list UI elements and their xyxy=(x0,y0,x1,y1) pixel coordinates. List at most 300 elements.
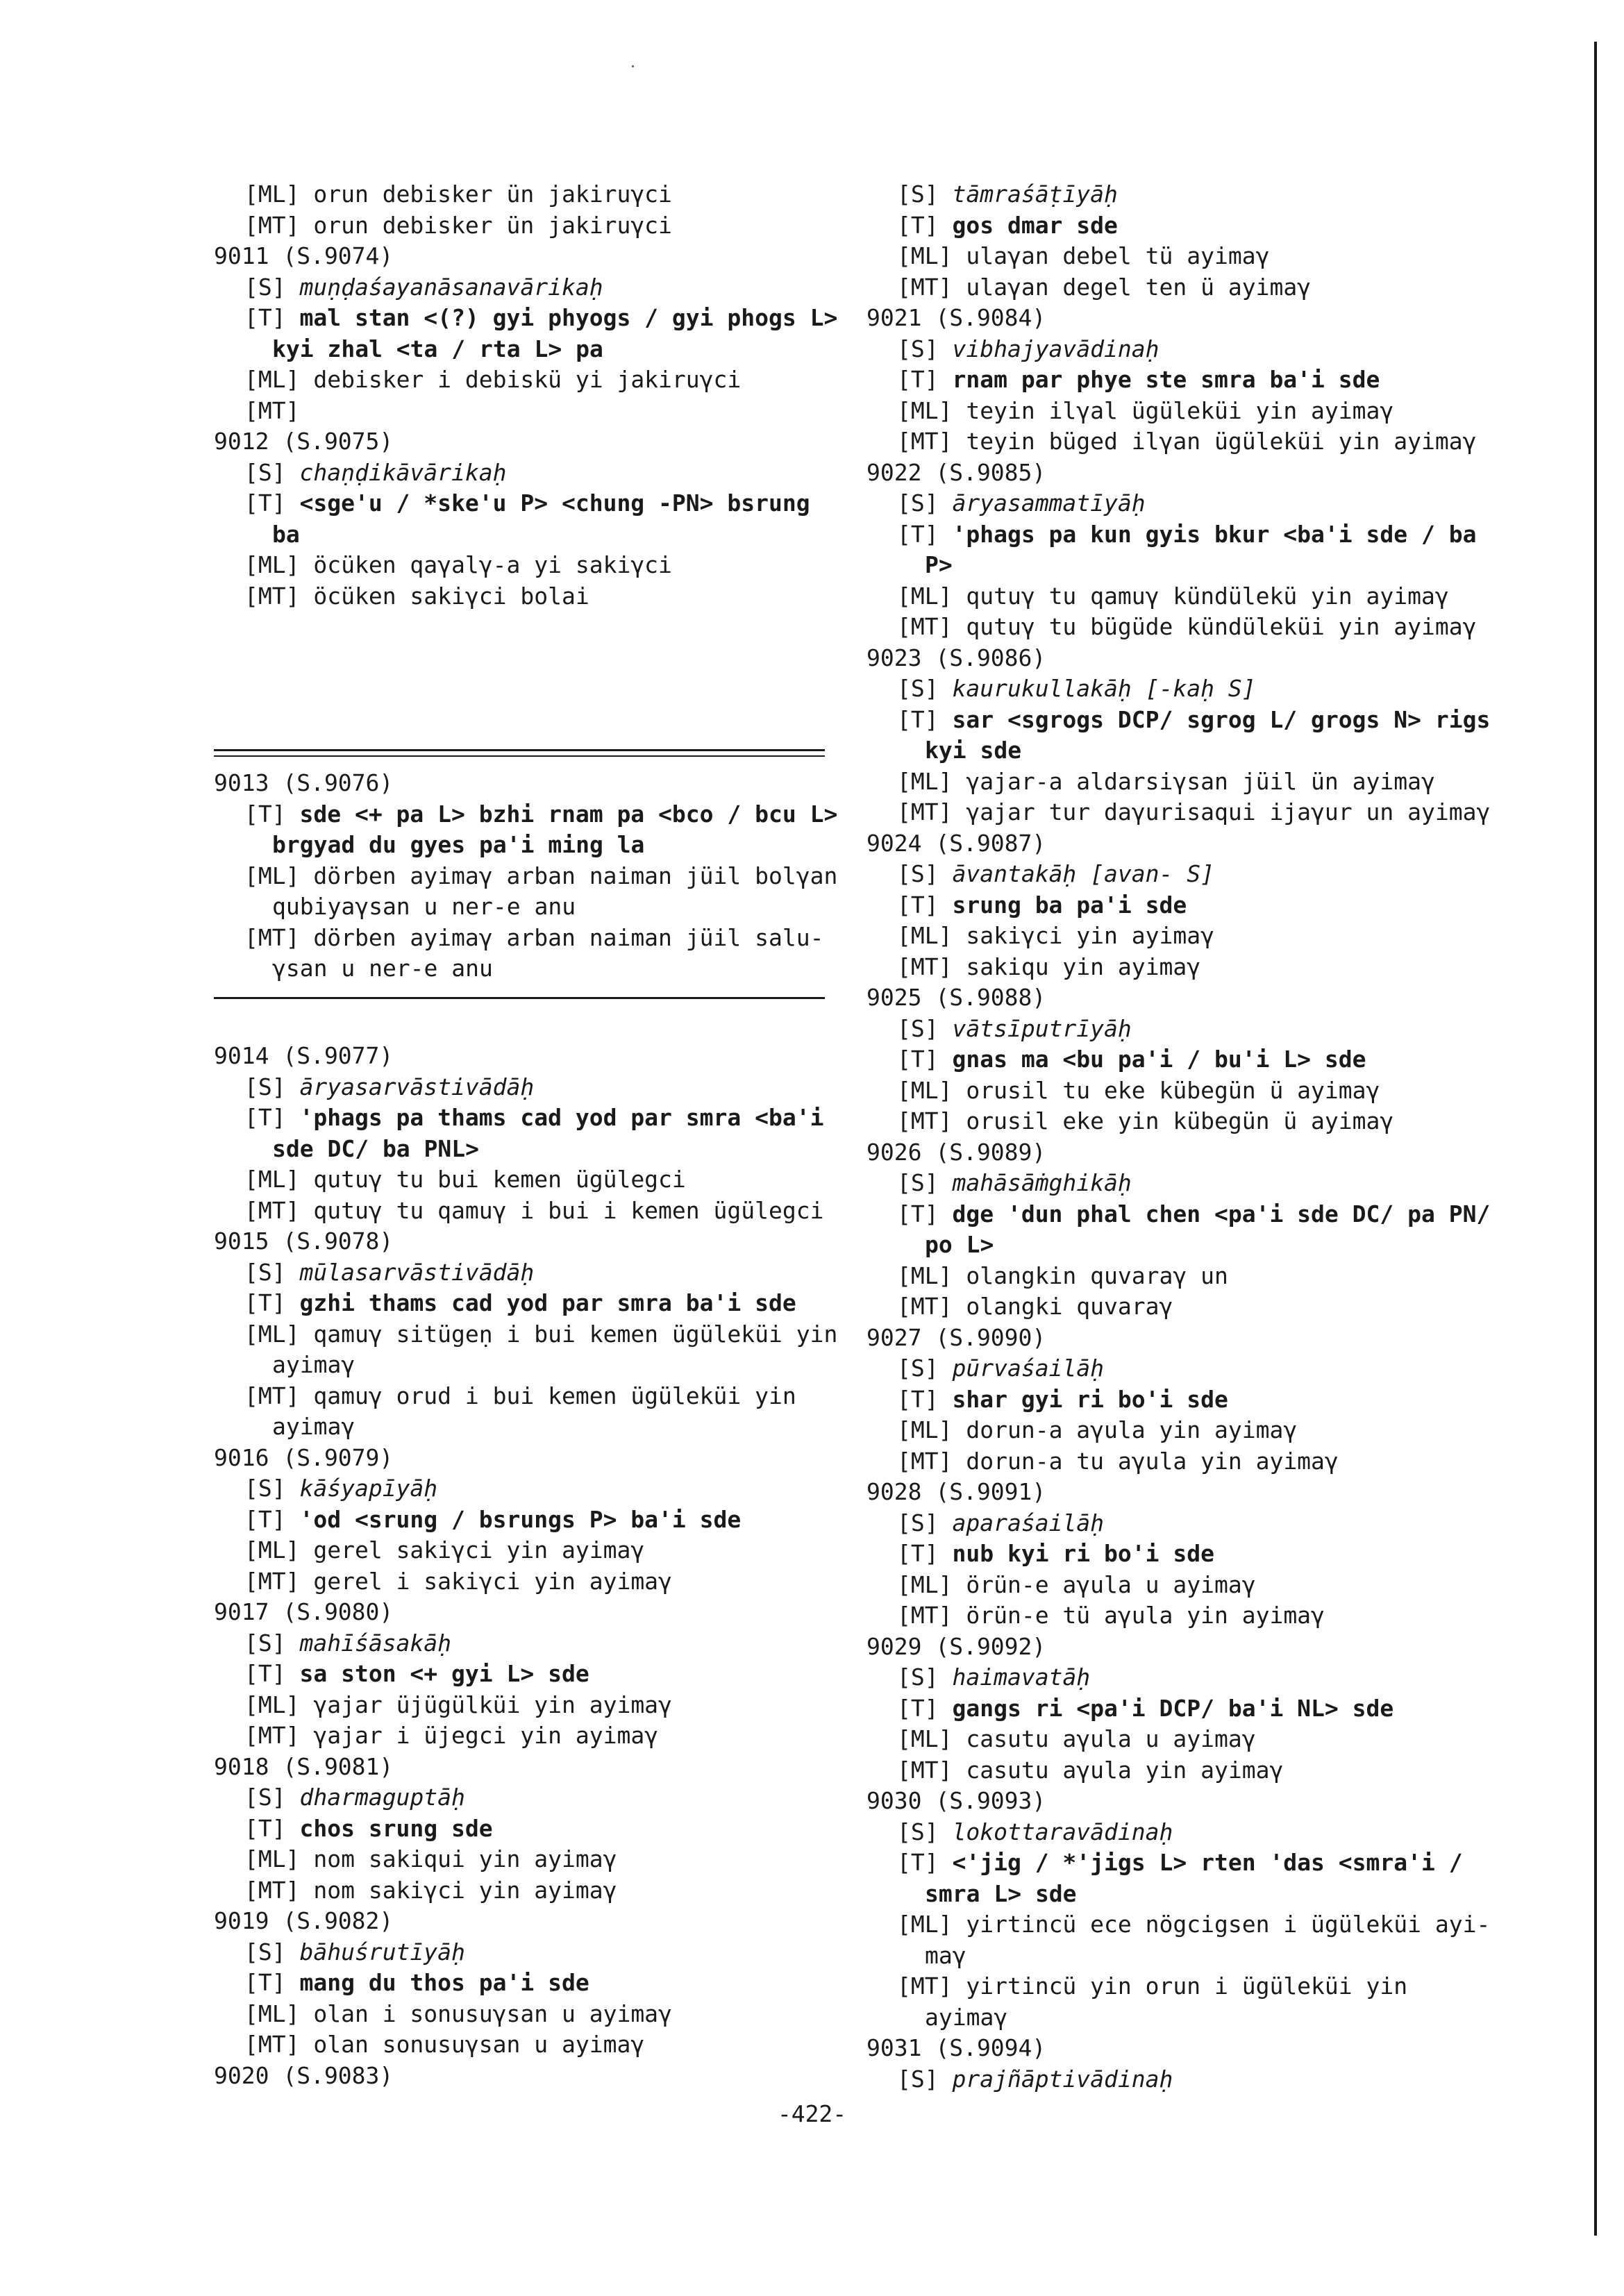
entry-line xyxy=(244,1103,832,1134)
entry-text: sa ston <+ gyi L> sde xyxy=(299,1660,589,1687)
entry-line xyxy=(925,735,1484,766)
entry-text: örün-e tü aγula yin ayimaγ xyxy=(966,1602,1325,1629)
language-tag: [ML] xyxy=(244,551,300,578)
language-tag: [T] xyxy=(897,366,939,393)
entry-line xyxy=(244,550,832,581)
language-tag: [T] xyxy=(244,1104,286,1131)
entry-line xyxy=(925,1941,1484,1972)
entry-line xyxy=(244,1566,832,1598)
entry-line xyxy=(272,891,832,923)
entry-text: γajar-a aldarsiγsan jüil ün ayimaγ xyxy=(966,767,1435,795)
entry-text: mahāsāṁghikāḥ xyxy=(952,1169,1132,1196)
language-tag: [ML] xyxy=(244,1536,300,1564)
entry-text: 'phags pa kun gyis bkur <ba'i sde / ba xyxy=(952,520,1477,548)
entry-number xyxy=(867,1632,1484,1663)
language-tag: [S] xyxy=(897,2065,939,2093)
entry-line xyxy=(244,799,838,830)
language-tag: [S] xyxy=(897,675,939,702)
entry-text: dge 'dun phal chen <pa'i sde DC/ pa PN/ xyxy=(952,1200,1491,1227)
entry-line xyxy=(244,2029,832,2061)
language-tag: [S] xyxy=(244,1629,286,1657)
language-tag: [S] xyxy=(897,181,939,208)
entry-line xyxy=(244,1968,832,1999)
entry-text: <sge'u / *ske'u P> <chung -PN> bsrung xyxy=(299,489,810,517)
entry-text: qamuγ orud i bui kemen ügüleküi yin xyxy=(313,1382,796,1409)
entry-number xyxy=(867,1786,1484,1817)
language-tag: [T] xyxy=(244,800,286,828)
language-tag: [MT] xyxy=(244,396,300,424)
entry-line xyxy=(897,488,1484,519)
entry-line xyxy=(272,953,832,984)
language-tag: [T] xyxy=(897,705,939,733)
entry-line xyxy=(272,830,832,861)
entry-line xyxy=(897,1508,1484,1539)
entry-line xyxy=(897,890,1484,921)
entry-text: öcüken qaγalγ-a yi sakiγci xyxy=(313,551,672,578)
entry-line xyxy=(244,1813,832,1845)
entry-line xyxy=(897,1662,1484,1693)
entry-line xyxy=(897,766,1484,798)
entry-text: aparaśailāḥ xyxy=(952,1509,1105,1536)
language-tag: [T] xyxy=(897,1849,939,1876)
entry-number xyxy=(867,1323,1484,1354)
language-tag: [S] xyxy=(897,860,939,887)
language-tag: [ML] xyxy=(897,582,953,610)
entry-line xyxy=(897,1570,1484,1601)
entry-line xyxy=(272,1134,832,1165)
page-number: -422- xyxy=(777,2100,847,2127)
entry-line xyxy=(244,1257,832,1289)
entry-text: ulaγan debel tü ayimaγ xyxy=(966,242,1270,269)
entry-text: olan i sonusuγsan u ayimaγ xyxy=(313,2000,672,2027)
entry-text: sde DC/ ba PNL> xyxy=(272,1134,480,1162)
entry-line xyxy=(897,1044,1484,1075)
language-tag: [ML] xyxy=(897,1262,953,1289)
language-tag: [T] xyxy=(897,891,939,919)
entry-text: 9027 (S.9090) xyxy=(867,1323,1046,1351)
entry-text: shar gyi ri bo'i sde xyxy=(952,1385,1228,1413)
entry-text: tāmraśāṭīyāḥ xyxy=(952,181,1118,208)
entry-text: sar <sgrogs DCP/ sgrog L/ grogs N> rigs xyxy=(952,705,1491,733)
entry-number xyxy=(867,458,1484,489)
entry-line xyxy=(897,1847,1484,1879)
language-tag: [MT] xyxy=(244,923,300,951)
entry-text: qutuγ tu qamuγ kündülekü yin ayimaγ xyxy=(966,582,1449,610)
entry-line xyxy=(897,1291,1484,1323)
language-tag: [MT] xyxy=(244,1876,300,1904)
entry-text: srung ba pa'i sde xyxy=(952,891,1187,919)
entry-number xyxy=(867,982,1484,1014)
entry-line xyxy=(244,1844,832,1875)
language-tag: [ML] xyxy=(897,396,953,424)
language-tag: [S] xyxy=(897,335,939,362)
language-tag: [S] xyxy=(897,1509,939,1536)
entry-text: 9019 (S.9082) xyxy=(214,1907,394,1934)
entry-text: nub kyi ri bo'i sde xyxy=(952,1540,1214,1567)
entry-line xyxy=(897,1014,1484,1045)
entry-line xyxy=(925,550,1484,581)
entry-line xyxy=(897,859,1484,890)
entry-text: dorun-a aγula yin ayimaγ xyxy=(966,1416,1298,1443)
entry-text: 9015 (S.9078) xyxy=(214,1227,394,1255)
entry-text: nom sakiqui yin ayimaγ xyxy=(313,1845,617,1872)
left-column xyxy=(214,179,838,2091)
entry-text: gangs ri <pa'i DCP/ ba'i NL> sde xyxy=(952,1694,1394,1722)
language-tag: [ML] xyxy=(244,1845,300,1872)
language-tag: [MT] xyxy=(244,1196,300,1224)
entry-text: rnam par phye ste smra ba'i sde xyxy=(952,366,1380,393)
entry-number xyxy=(867,2033,1484,2064)
language-tag: [ML] xyxy=(244,366,300,393)
language-tag: [MT] xyxy=(897,1107,953,1134)
entry-line xyxy=(244,1690,832,1721)
entry-line xyxy=(272,1411,832,1443)
entry-text: kāśyapīyāḥ xyxy=(299,1475,438,1502)
entry-line xyxy=(897,2064,1484,2095)
entry-text: sde <+ pa L> bzhi rnam pa <bco / bcu L> xyxy=(299,800,838,828)
entry-line xyxy=(897,1817,1484,1848)
entry-line xyxy=(897,426,1484,458)
entry-line xyxy=(897,1971,1484,2002)
entry-line xyxy=(244,581,832,612)
entry-number xyxy=(214,241,832,272)
entry-text: orusil tu eke kübegün ü ayimaγ xyxy=(966,1076,1380,1104)
entry-text: 9026 (S.9089) xyxy=(867,1138,1046,1166)
entry-text: 9024 (S.9087) xyxy=(867,829,1046,857)
language-tag: [ML] xyxy=(244,2000,300,2027)
entry-line xyxy=(897,1909,1491,1941)
language-tag: [S] xyxy=(244,273,286,301)
language-tag: [ML] xyxy=(244,181,300,208)
entry-text: olangkin quvaraγ un xyxy=(966,1262,1228,1289)
language-tag: [MT] xyxy=(897,1602,953,1629)
entry-line xyxy=(272,1350,832,1381)
language-tag: [MT] xyxy=(897,798,953,826)
entry-text: γajar i üjegci yin ayimaγ xyxy=(313,1722,659,1749)
entry-text: 9028 (S.9091) xyxy=(867,1478,1046,1505)
entry-text: γajar tur daγurisaqui ijaγur un ayimaγ xyxy=(966,798,1491,826)
language-tag: [T] xyxy=(244,1289,286,1316)
entry-number xyxy=(214,2061,832,2092)
entry-line xyxy=(897,519,1484,551)
entry-number xyxy=(867,828,1484,860)
entry-text: 9011 (S.9074) xyxy=(214,242,394,269)
language-tag: [ML] xyxy=(897,1076,953,1104)
entry-text: mūlasarvāstivādāḥ xyxy=(299,1258,535,1286)
entry-text: qamuγ sitügeṇ i bui kemen ügüleküi yin xyxy=(313,1320,838,1348)
entry-line xyxy=(244,179,832,210)
entry-line xyxy=(244,364,832,396)
spacer xyxy=(214,612,832,737)
entry-text: chos srung sde xyxy=(299,1814,493,1842)
entry-line xyxy=(244,1196,832,1227)
entry-line xyxy=(897,1075,1484,1107)
entry-text: 9023 (S.9086) xyxy=(867,644,1046,671)
language-tag: [T] xyxy=(244,1660,286,1687)
entry-text: 'phags pa thams cad yod par smra <ba'i xyxy=(299,1104,824,1131)
entry-text: maγ xyxy=(925,1941,966,1969)
entry-line xyxy=(244,1505,832,1536)
entry-line xyxy=(897,1353,1484,1384)
language-tag: [ML] xyxy=(897,767,953,795)
language-tag: [T] xyxy=(897,520,939,548)
entry-text: orun debisker ün jakiruγci xyxy=(313,211,672,239)
entry-text: lokottaravādinaḥ xyxy=(952,1818,1173,1845)
entry-text: gzhi thams cad yod par smra ba'i sde xyxy=(299,1289,796,1316)
entry-text: mang du thos pa'i sde xyxy=(299,1969,589,1996)
entry-text: brgyad du gyes pa'i ming la xyxy=(272,831,645,858)
entry-number xyxy=(214,1226,832,1257)
entry-text: po L> xyxy=(925,1231,994,1258)
language-tag: [T] xyxy=(897,1385,939,1413)
language-tag: [ML] xyxy=(897,1416,953,1443)
entry-text: ayimaγ xyxy=(272,1351,355,1378)
entry-text: casutu aγula yin ayimaγ xyxy=(966,1756,1284,1784)
entry-text: vibhajyavādinaḥ xyxy=(952,335,1160,362)
language-tag: [MT] xyxy=(897,1972,953,2000)
entry-line xyxy=(244,1072,832,1103)
language-tag: [MT] xyxy=(897,613,953,640)
entry-text: mahīśāsakāḥ xyxy=(299,1629,452,1657)
entry-line xyxy=(244,1319,838,1350)
language-tag: [S] xyxy=(897,489,939,517)
entry-number xyxy=(214,1906,832,1937)
language-tag: [MT] xyxy=(897,1756,953,1784)
entry-line xyxy=(897,1539,1484,1570)
entry-line xyxy=(897,272,1484,303)
entry-text: dörben ayimaγ arban naiman jüil salu- xyxy=(313,923,824,951)
entry-text: olan sonusuγsan u ayimaγ xyxy=(313,2031,645,2058)
entry-text: teyin büged ilγan ügüleküi yin ayimaγ xyxy=(966,428,1477,455)
entry-line xyxy=(897,1384,1484,1416)
entry-text: ayimaγ xyxy=(272,1413,355,1440)
language-tag: [ML] xyxy=(897,1570,953,1598)
entry-line xyxy=(244,1164,832,1196)
entry-text: mal stan <(?) gyi phyogs / gyi phogs L> xyxy=(299,304,838,331)
language-tag: [MT] xyxy=(897,273,953,301)
entry-line xyxy=(897,1199,1491,1230)
entry-text: dorun-a tu aγula yin ayimaγ xyxy=(966,1447,1339,1475)
entry-text: orusil eke yin kübegün ü ayimaγ xyxy=(966,1107,1394,1134)
entry-text: 9018 (S.9081) xyxy=(214,1752,394,1780)
entry-text: casutu aγula u ayimaγ xyxy=(966,1725,1256,1752)
entry-number xyxy=(867,1477,1484,1508)
language-tag: [ML] xyxy=(897,242,953,269)
spacer xyxy=(214,1010,832,1041)
entry-text: yirtincü ece nögcigsen i ügüleküi ayi- xyxy=(966,1911,1491,1938)
entry-text: qutuγ tu qamuγ i bui i kemen ügülegci xyxy=(313,1196,824,1224)
entry-line xyxy=(272,334,832,365)
entry-line xyxy=(244,303,838,334)
entry-text: dharmaguptāḥ xyxy=(299,1784,465,1811)
entry-text: kaurukullakāḥ [-kaḥ S] xyxy=(952,675,1256,702)
language-tag: [ML] xyxy=(244,1320,300,1348)
entry-text: gos dmar sde xyxy=(952,211,1118,239)
entry-line xyxy=(244,1782,832,1813)
entry-line xyxy=(897,581,1484,612)
language-tag: [ML] xyxy=(244,862,300,889)
entry-line xyxy=(897,705,1491,736)
entry-text: āryasammatīyāḥ xyxy=(952,489,1146,517)
entry-text: ba xyxy=(272,520,300,548)
entry-text: chaṇḍikāvārikaḥ xyxy=(299,458,507,486)
language-tag: [T] xyxy=(244,1969,286,1996)
entry-text: haimavatāḥ xyxy=(952,1664,1091,1691)
language-tag: [MT] xyxy=(897,428,953,455)
entry-line xyxy=(897,612,1484,643)
entry-line xyxy=(925,2002,1484,2034)
entry-text: qutuγ tu bui kemen ügülegci xyxy=(313,1166,686,1193)
entry-line xyxy=(897,210,1484,242)
language-tag: [T] xyxy=(897,1694,939,1722)
scan-speck xyxy=(632,65,634,67)
entry-text: debisker i debiskü yi jakiruγci xyxy=(313,366,742,393)
language-tag: [ML] xyxy=(897,1725,953,1752)
language-tag: [MT] xyxy=(897,1293,953,1320)
entry-text: bāhuśrutīyāḥ xyxy=(299,1938,465,1966)
entry-line xyxy=(925,1879,1484,1910)
entry-text: 9025 (S.9088) xyxy=(867,984,1046,1011)
language-tag: [ML] xyxy=(244,1691,300,1718)
entry-text: qubiyaγsan u ner-e anu xyxy=(272,893,576,920)
entry-text: dörben ayimaγ arban naiman jüil bolγan xyxy=(313,862,838,889)
entry-text: 9031 (S.9094) xyxy=(867,2034,1046,2061)
entry-line xyxy=(244,396,832,427)
entry-text: P> xyxy=(925,551,953,578)
entry-number xyxy=(214,1041,832,1072)
language-tag: [S] xyxy=(897,1355,939,1382)
entry-line xyxy=(244,1288,832,1319)
language-tag: [S] xyxy=(244,1938,286,1966)
language-tag: [ML] xyxy=(897,1911,953,1938)
entry-text: 'od <srung / bsrungs P> ba'i sde xyxy=(299,1505,742,1533)
entry-line xyxy=(272,519,832,551)
entry-line xyxy=(897,396,1484,427)
entry-line xyxy=(925,1230,1484,1261)
entry-text: γsan u ner-e anu xyxy=(272,955,493,982)
entry-number xyxy=(214,1752,832,1783)
entry-line xyxy=(897,1446,1484,1477)
entry-line xyxy=(897,1168,1484,1199)
language-tag: [S] xyxy=(244,458,286,486)
entry-text: 9017 (S.9080) xyxy=(214,1598,394,1625)
language-tag: [S] xyxy=(244,1475,286,1502)
entry-number xyxy=(214,1597,832,1628)
entry-line xyxy=(897,179,1484,210)
entry-line xyxy=(244,1473,832,1505)
entry-text: öcüken sakiγci bolai xyxy=(313,582,589,610)
entry-line xyxy=(897,241,1484,272)
entry-text: olangki quvaraγ xyxy=(966,1293,1173,1320)
language-tag: [MT] xyxy=(244,1567,300,1595)
entry-line xyxy=(897,1693,1484,1725)
entry-number xyxy=(214,1443,832,1474)
language-tag: [MT] xyxy=(244,1722,300,1749)
entry-text: muṇḍaśayanāsanavārikaḥ xyxy=(299,273,603,301)
entry-line xyxy=(244,1999,832,2030)
entry-line xyxy=(897,952,1484,983)
right-column xyxy=(867,179,1491,2095)
language-tag: [T] xyxy=(897,1200,939,1227)
language-tag: [S] xyxy=(897,1818,939,1845)
entry-text: smra L> sde xyxy=(925,1879,1077,1907)
language-tag: [S] xyxy=(244,1073,286,1100)
entry-text: 9016 (S.9079) xyxy=(214,1443,394,1471)
entry-line xyxy=(244,1659,832,1690)
entry-text: örün-e aγula u ayimaγ xyxy=(966,1570,1256,1598)
entry-text: kyi sde xyxy=(925,737,1022,764)
language-tag: [T] xyxy=(244,304,286,331)
entry-text: sakiγci yin ayimaγ xyxy=(966,922,1214,949)
language-tag: [T] xyxy=(897,1540,939,1567)
entry-number xyxy=(867,303,1484,334)
double-rule xyxy=(214,749,832,757)
entry-line xyxy=(244,861,838,892)
entry-text: ayimaγ xyxy=(925,2003,1008,2031)
entry-text: qutuγ tu bügüde kündüleküi yin ayimaγ xyxy=(966,613,1477,640)
language-tag: [ML] xyxy=(244,1166,300,1193)
entry-line xyxy=(897,334,1484,365)
language-tag: [MT] xyxy=(244,582,300,610)
entry-text: kyi zhal <ta / rta L> pa xyxy=(272,335,603,362)
entry-text: orun debisker ün jakiruγci xyxy=(313,181,672,208)
language-tag: [S] xyxy=(897,1014,939,1042)
language-tag: [MT] xyxy=(897,953,953,980)
entry-line xyxy=(897,1261,1484,1292)
entry-line xyxy=(897,921,1484,952)
entry-text: pūrvaśailāḥ xyxy=(952,1355,1105,1382)
entry-number xyxy=(867,643,1484,674)
entry-line xyxy=(244,210,832,242)
section-rule xyxy=(214,997,832,999)
entry-text: ulaγan degel ten ü ayimaγ xyxy=(966,273,1312,301)
language-tag: [S] xyxy=(897,1664,939,1691)
entry-text: gerel sakiγci yin ayimaγ xyxy=(313,1536,645,1564)
entry-line xyxy=(897,1415,1484,1446)
language-tag: [MT] xyxy=(244,2031,300,2058)
language-tag: [T] xyxy=(897,1046,939,1073)
entry-line xyxy=(897,1724,1484,1755)
entry-text: teyin ilγal ügüleküi yin ayimaγ xyxy=(966,396,1394,424)
language-tag: [T] xyxy=(244,489,286,517)
entry-text: prajñāptivādinaḥ xyxy=(952,2065,1173,2093)
entry-line xyxy=(244,1535,832,1566)
entry-text: yirtincü yin orun i ügüleküi yin xyxy=(966,1972,1408,2000)
entry-text: sakiqu yin ayimaγ xyxy=(966,953,1201,980)
entry-line xyxy=(244,1720,832,1752)
entry-text: 9014 (S.9077) xyxy=(214,1042,394,1069)
language-tag: [ML] xyxy=(897,922,953,949)
entry-line xyxy=(244,488,832,519)
entry-number xyxy=(214,768,832,799)
entry-line xyxy=(244,923,832,954)
entry-line xyxy=(244,1628,832,1659)
entry-text: 9022 (S.9085) xyxy=(867,458,1046,486)
entry-text: 9021 (S.9084) xyxy=(867,304,1046,331)
language-tag: [T] xyxy=(244,1505,286,1533)
entry-text: γajar üjügülküi yin ayimaγ xyxy=(313,1691,672,1718)
entry-text: <'jig / *'jigs L> rten 'das <smra'i / xyxy=(952,1849,1463,1876)
entry-text: 9029 (S.9092) xyxy=(867,1632,1046,1660)
language-tag: [MT] xyxy=(897,1447,953,1475)
entry-text: 9020 (S.9083) xyxy=(214,2061,394,2089)
entry-line xyxy=(244,1875,832,1907)
language-tag: [S] xyxy=(897,1169,939,1196)
entry-text: 9013 (S.9076) xyxy=(214,769,394,796)
entry-line xyxy=(897,1106,1484,1137)
entry-line xyxy=(897,673,1484,705)
entry-number xyxy=(867,1137,1484,1168)
